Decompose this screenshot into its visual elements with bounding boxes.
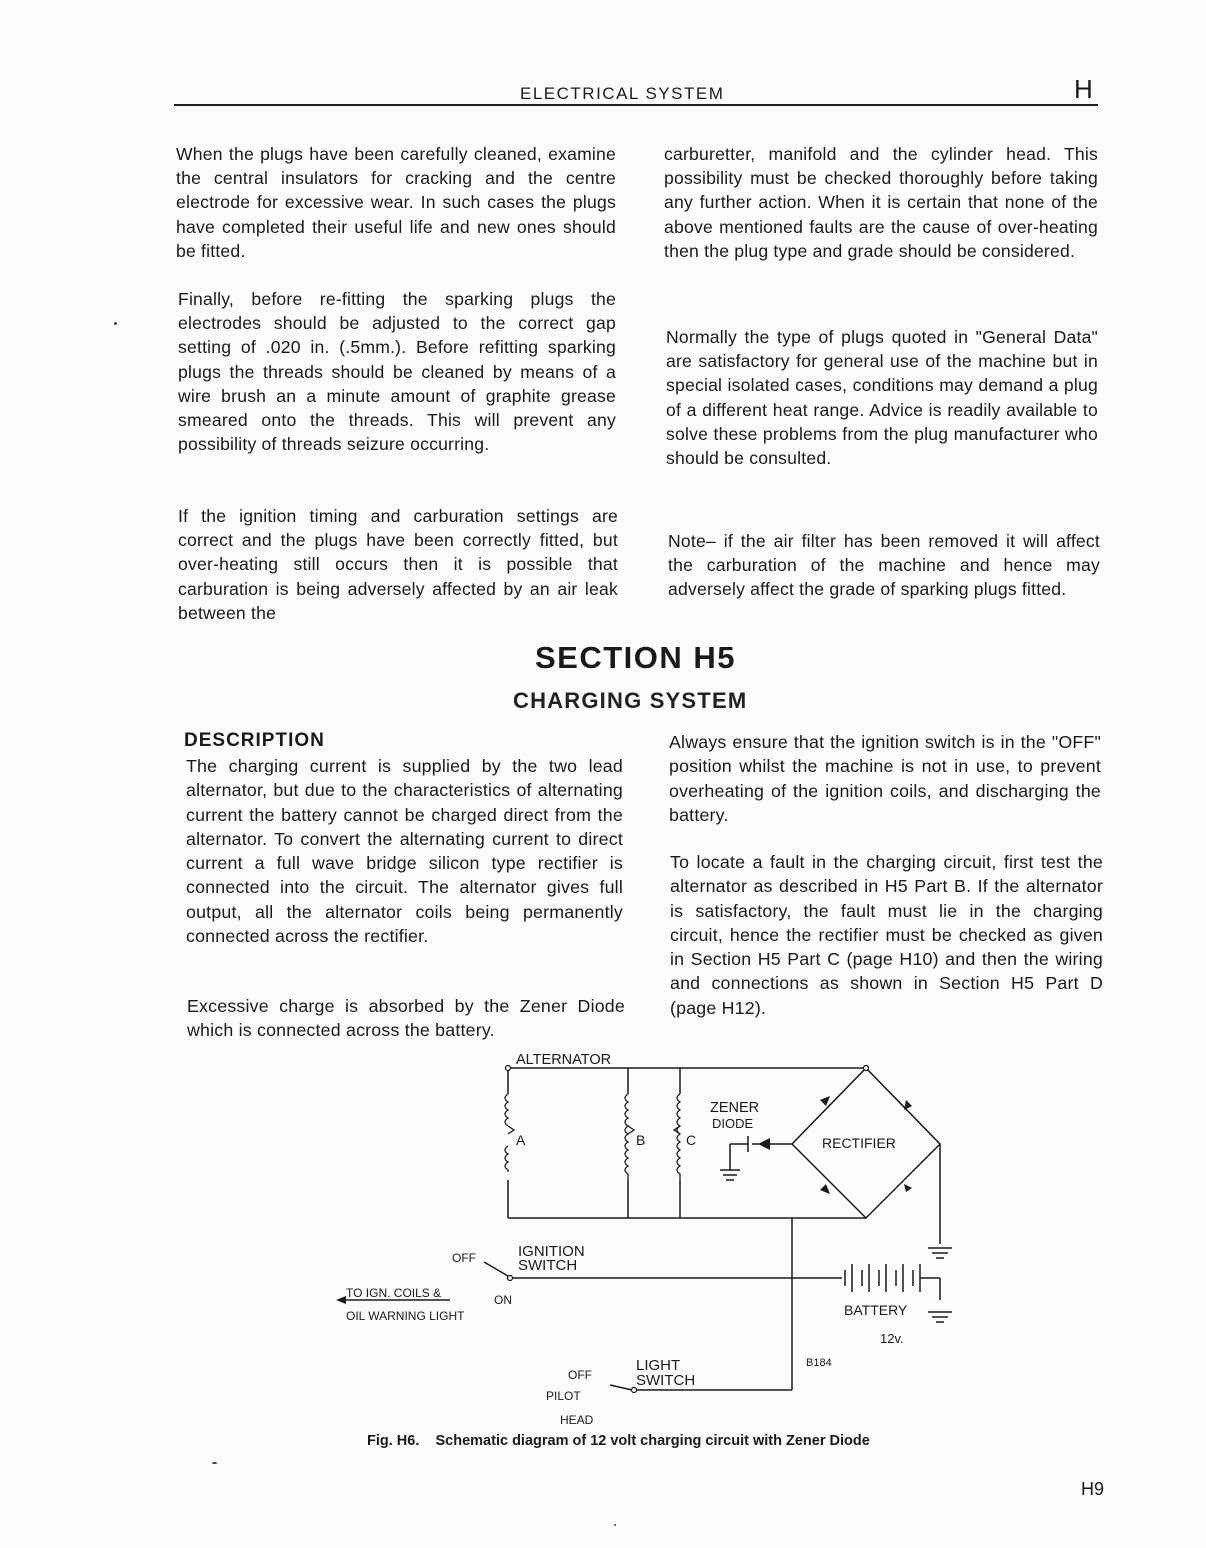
ignition-label: IGNITION	[518, 1243, 585, 1260]
note-text: if the air filter has been removed it will affect the carburation of the machine and hence may adversely affect the grade of sparking plugs fitted.	[668, 531, 1100, 600]
scan-speck	[212, 1462, 217, 1464]
diode-label: DIODE	[712, 1116, 754, 1131]
ignition-switch-label: SWITCH	[518, 1257, 578, 1274]
scan-speck	[614, 1524, 616, 1526]
paragraph: The charging current is supplied by the two lead alternator, but due to the characteristics of alternating current the battery cannot be charged direct from the alternator. To convert the alternating current to direct current a full wave bridge silicon type rectifier is connected into the circuit. The alternator gives full output, all the alternator coils being permanently connected across the rectifier.	[186, 756, 623, 947]
chapter-letter: H	[1074, 74, 1093, 104]
figure-ref-label: B184	[806, 1357, 832, 1369]
battery-label: BATTERY	[844, 1302, 908, 1318]
coil-b-label: B	[636, 1132, 646, 1148]
zener-label: ZENER	[710, 1100, 760, 1116]
paragraph: Always ensure that the ignition switch is in the "OFF" position whilst the machine is not in use, to prevent overheating of the ignition coils, and discharging the battery.	[669, 732, 1101, 825]
running-header: ELECTRICAL SYSTEM	[520, 84, 725, 103]
voltage-label: 12v.	[880, 1331, 904, 1346]
figure-caption	[367, 1433, 870, 1449]
figure-label: Fig. H6.	[367, 1433, 420, 1449]
coil-c-label: C	[686, 1132, 697, 1148]
pilot-label: PILOT	[546, 1389, 581, 1403]
paragraph: Finally, before re-fitting the sparking plugs the electrodes should be adjusted to the correct gap setting of .020 in. (.5mm.). Before refitting sparking plugs the threads should be cleaned by means of a wire brush an a minute amount of graphite grease smeared onto the threads. This will prevent any possibility of threads seizure occurring.	[178, 289, 616, 455]
paragraph: Excessive charge is absorbed by the Zener Diode which is connected across the battery.	[187, 996, 625, 1041]
alternator-label: ALTERNATOR	[516, 1052, 612, 1068]
coil-a-label: A	[516, 1132, 526, 1148]
section-title: SECTION H5	[535, 640, 737, 675]
section-subtitle: CHARGING SYSTEM	[513, 688, 748, 713]
oil-warning-label: OIL WARNING LIGHT	[346, 1309, 465, 1323]
head-label: HEAD	[560, 1413, 594, 1427]
scan-speck	[114, 322, 117, 325]
paragraph: If the ignition timing and carburation settings are correct and the plugs have been correctly fitted, but over-heating still occurs then it is possible that carburation is being adversely affected by an air leak between the	[178, 506, 618, 623]
light-switch-label: SWITCH	[636, 1372, 696, 1389]
rectifier-label: RECTIFIER	[822, 1135, 896, 1151]
light-off-label: OFF	[568, 1368, 592, 1382]
paragraph: To locate a fault in the charging circuit, first test the alternator as described in H5 Part B. If the alternator is satisfactory, the fault must lie in the charging circuit, hence the rectifier must be checked as given in Section H5 Part C (page H10) and then the wiring and connections as shown in Section H5 Part D (page H12).	[670, 852, 1103, 1018]
ignition-on-label: ON	[494, 1293, 512, 1307]
figure-text: Schematic diagram of 12 volt charging circuit with Zener Diode	[435, 1433, 870, 1449]
page-number: H9	[1081, 1479, 1105, 1499]
description-heading: DESCRIPTION	[184, 730, 325, 751]
note-label: Note–	[668, 531, 716, 551]
ignition-off-label: OFF	[452, 1251, 476, 1265]
paragraph: carburetter, manifold and the cylinder head. This possibility must be checked thoroughly before taking any further action. When it is certain that none of the above mentioned faults are the cause of over-heating then the plug type and grade should be considered.	[664, 144, 1098, 261]
paragraph: When the plugs have been carefully cleaned, examine the central insulators for cracking and the centre electrode for excessive wear. In such cases the plugs have completed their useful life and new ones should be fitted.	[176, 144, 616, 261]
to-ign-coils-label: TO IGN. COILS &	[346, 1286, 442, 1300]
light-label: LIGHT	[636, 1357, 681, 1374]
paragraph: Normally the type of plugs quoted in "General Data" are satisfactory for general use of the machine but in special isolated cases, conditions may demand a plug of a different heat range. Advice is readily available to solve these problems from the plug manufacturer who should be consulted.	[666, 327, 1098, 469]
